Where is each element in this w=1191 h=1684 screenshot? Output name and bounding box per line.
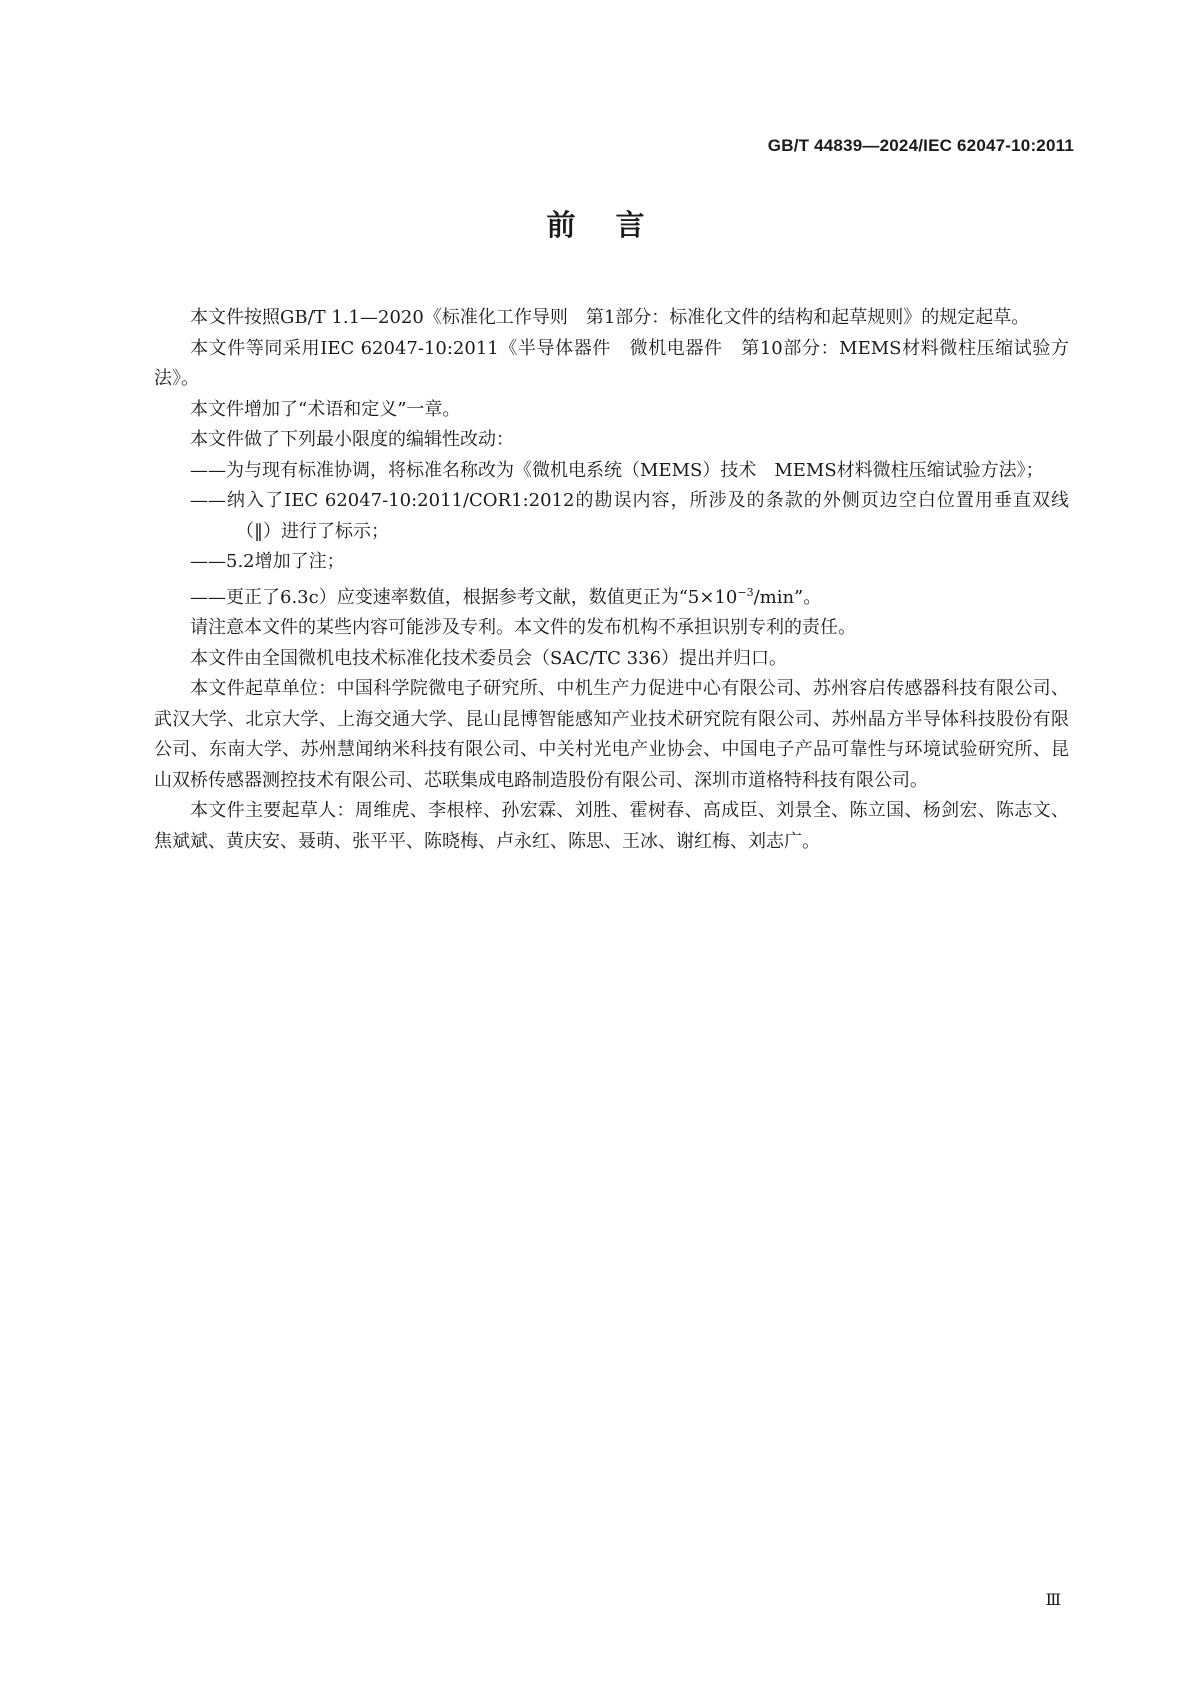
standard-code-header: GB/T 44839—2024/IEC 62047-10:2011 — [767, 136, 1074, 155]
list-item-text-end: /min”。 — [753, 586, 822, 608]
list-item: ——5.2增加了注； — [190, 551, 345, 572]
paragraph-patent-notice: 请注意本文件的某些内容可能涉及专利。本文件的发布机构不承担识别专利的责任。 — [190, 617, 856, 638]
page-number: Ⅲ — [1045, 1590, 1061, 1609]
paragraph-proposer: 本文件由全国微机电技术标准化技术委员会（SAC/TC 336）提出并归口。 — [190, 647, 788, 669]
list-item-text-start: ——更正了6.3c）应变速率数值，根据参考文献，数值更正为“5×10 — [190, 586, 738, 608]
paragraph-drafters: 本文件主要起草人：周维虎、李根梓、孙宏霖、刘胜、霍树春、高成臣、刘景全、陈立国、杨剑宏、陈志文、焦斌斌、黄庆安、聂萌、张平平、陈晓梅、卢永红、陈思、王冰、谢红梅、刘志广。 — [154, 800, 1069, 852]
list-item: ——为与现有标准协调，将标准名称改为《微机电系统（MEMS）技术 MEMS材料微柱压缩试验方法》； — [190, 459, 1044, 481]
foreword-body — [154, 303, 1069, 857]
paragraph-drafting-units: 本文件起草单位：中国科学院微电子研究所、中机生产力促进中心有限公司、苏州容启传感器科技有限公司、武汉大学、北京大学、上海交通大学、昆山昆博智能感知产业技术研究院有限公司、苏州晶方半导体科技股份有限公司、东南大学、苏州慧闻纳米科技有限公司、中关村光电产业协会、中国电子产品可靠性与环境试验研究所、昆山双桥传感器测控技术有限公司、芯联集成电路制造股份有限公司、深圳市道格特科技有限公司。 — [154, 678, 1069, 791]
exponent: −3 — [737, 585, 754, 599]
paragraph-editorial-changes: 本文件做了下列最小限度的编辑性改动： — [190, 429, 514, 450]
paragraph-drafting-basis: 本文件按照GB/T 1.1—2020《标准化工作导则 第1部分：标准化文件的结构和起草规则》的规定起草。 — [190, 307, 1030, 328]
paragraph-adoption: 本文件等同采用IEC 62047-10:2011《半导体器件 微机电器件 第10部分：MEMS材料微柱压缩试验方法》。 — [154, 337, 1069, 389]
list-item: ——纳入了IEC 62047-10:2011/COR1:2012的勘误内容，所涉及的条款的外侧页边空白位置用垂直双线（‖）进行了标示； — [190, 490, 1069, 542]
paragraph-added-chapter: 本文件增加了“术语和定义”一章。 — [190, 398, 461, 420]
list-item — [154, 578, 1069, 614]
page-title: 前言 — [546, 208, 685, 242]
